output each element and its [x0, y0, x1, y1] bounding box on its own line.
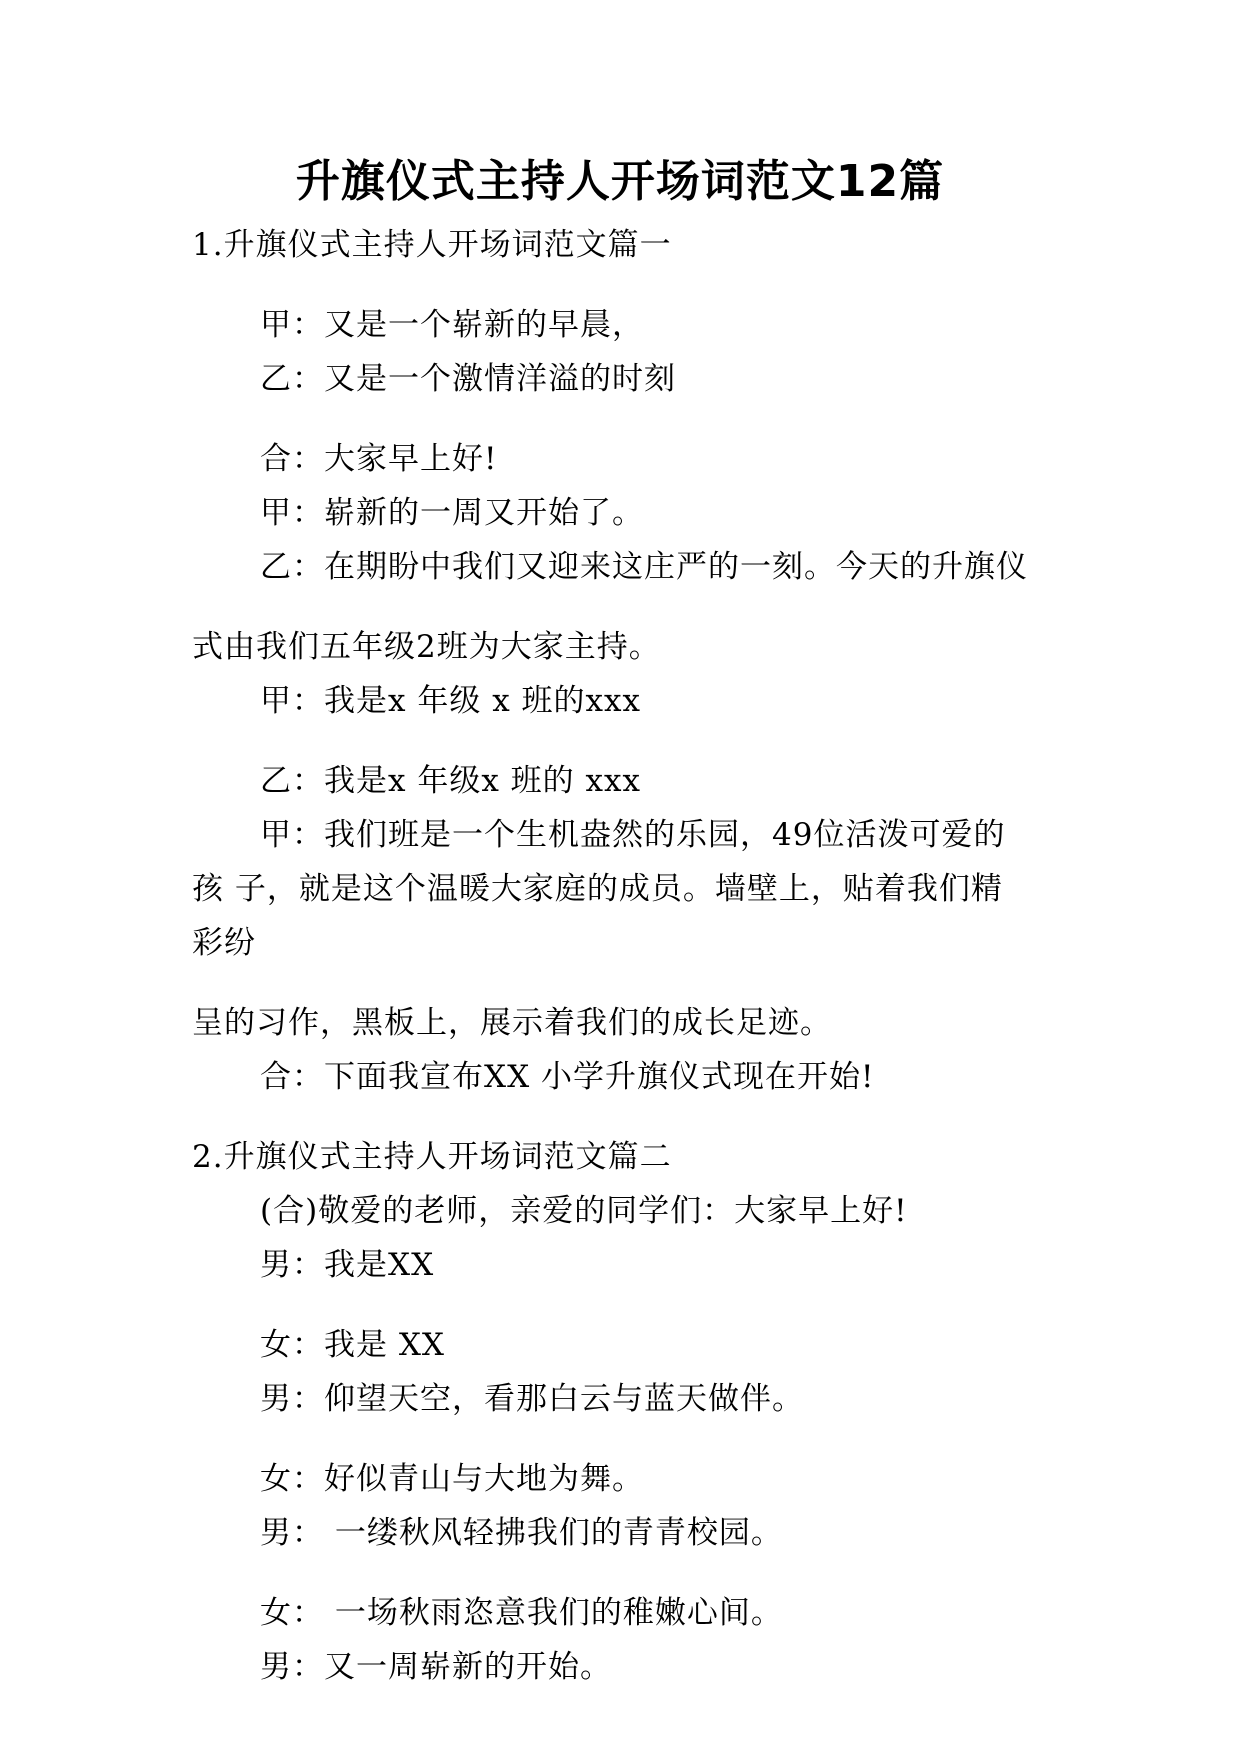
dialogue-line: 乙：我是x 年级x 班的 xxx	[260, 763, 641, 799]
dialogue-line-continued: 孩 子，就是这个温暖大家庭的成员。墙壁上，贴着我们精	[192, 871, 1003, 907]
dialogue-line: 合：大家早上好!	[260, 441, 498, 477]
dialogue-line: 甲：崭新的一周又开始了。	[260, 495, 644, 531]
dialogue-line: 男：我是XX	[260, 1247, 435, 1283]
document-title: 升旗仪式主持人开场词范文12篇	[295, 156, 945, 207]
dialogue-line: 合：下面我宣布XX 小学升旗仪式现在开始!	[260, 1059, 875, 1095]
dialogue-line: 男： 一缕秋风轻拂我们的青青校园。	[260, 1515, 783, 1551]
section-heading-2: 2.升旗仪式主持人开场词范文篇二	[192, 1139, 672, 1175]
dialogue-line-continued: 呈的习作，黑板上，展示着我们的成长足迹。	[192, 1005, 832, 1041]
section-heading-1: 1.升旗仪式主持人开场词范文篇一	[192, 227, 672, 263]
dialogue-line: 男：仰望天空，看那白云与蓝天做伴。	[260, 1381, 804, 1417]
dialogue-line: 乙：在期盼中我们又迎来这庄严的一刻。今天的升旗仪	[260, 549, 1028, 585]
dialogue-line: 女：我是 XX	[260, 1327, 445, 1363]
dialogue-line: 甲：我们班是一个生机盎然的乐园，49位活泼可爱的	[260, 817, 1006, 853]
dialogue-line: (合)敬爱的老师，亲爱的同学们：大家早上好!	[260, 1193, 908, 1229]
dialogue-line: 甲：又是一个崭新的早晨，	[260, 307, 644, 343]
dialogue-line-continued: 彩纷	[192, 925, 256, 961]
dialogue-line: 甲：我是x 年级 x 班的xxx	[260, 683, 641, 719]
dialogue-line: 女：好似青山与大地为舞。	[260, 1461, 644, 1497]
dialogue-line: 男：又一周崭新的开始。	[260, 1649, 612, 1685]
dialogue-line: 女： 一场秋雨恣意我们的稚嫩心间。	[260, 1595, 783, 1631]
dialogue-line-continued: 式由我们五年级2班为大家主持。	[192, 629, 661, 665]
dialogue-line: 乙：又是一个激情洋溢的时刻	[260, 361, 676, 397]
